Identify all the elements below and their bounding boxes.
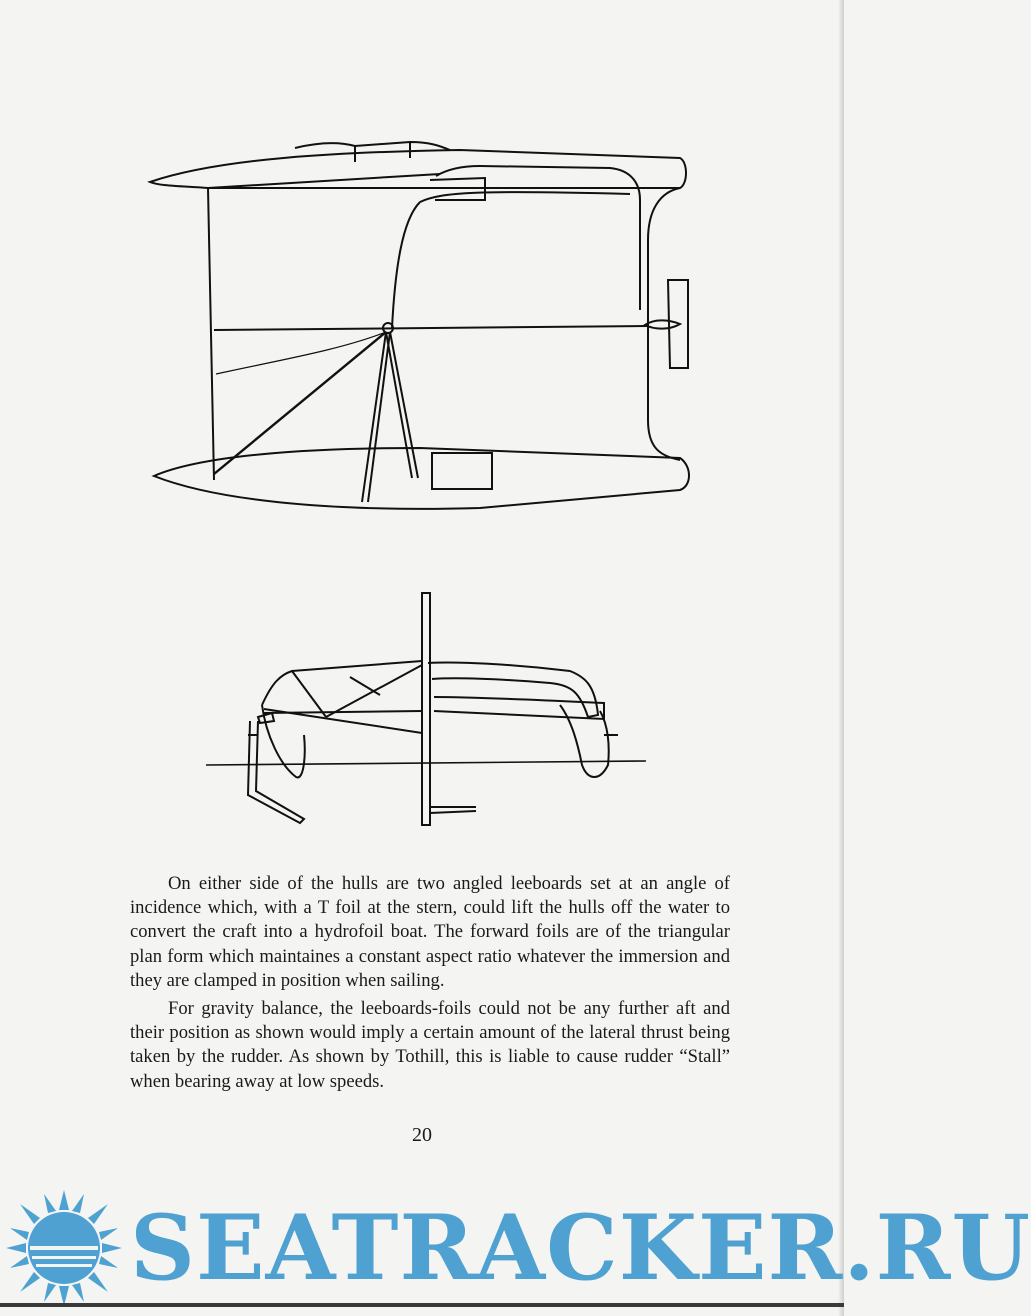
catamaran-side-elevation-drawing [200, 585, 660, 835]
forward-hull [262, 661, 422, 705]
page-number: 20 [412, 1124, 432, 1146]
aft-hull [560, 705, 609, 777]
lower-hatch [432, 453, 492, 489]
waterline [206, 761, 646, 765]
upper-hull [150, 150, 686, 188]
mast [422, 593, 430, 825]
upper-cabin [295, 142, 450, 150]
page-edge [838, 0, 844, 1316]
paragraph: For gravity balance, the leeboards-foils could not be any further aft and their position as shown would imply a certain amount of the lateral thrust being taken by the rudder. As shown by Tothill, this is liable to cause rudder “Stall” when bearing away at low speeds. [130, 998, 730, 1092]
leeboard-foil [248, 721, 304, 823]
bottom-border [0, 1303, 844, 1307]
paragraph: On either side of the hulls are two angled leeboards set at an angle of incidence which, with a T foil at the stern, could lift the hulls off the water to convert the craft into a hydrofoil boat. The forward foils are of the triangular plan form which maintaines a constant aspect ratio whatever the immersion and they are clamped in position when sailing. [130, 873, 730, 991]
body-text [130, 872, 730, 1098]
watermark-text: SEATRACKER.RU [130, 1195, 1031, 1301]
catamaran-plan-view-drawing [140, 130, 700, 530]
